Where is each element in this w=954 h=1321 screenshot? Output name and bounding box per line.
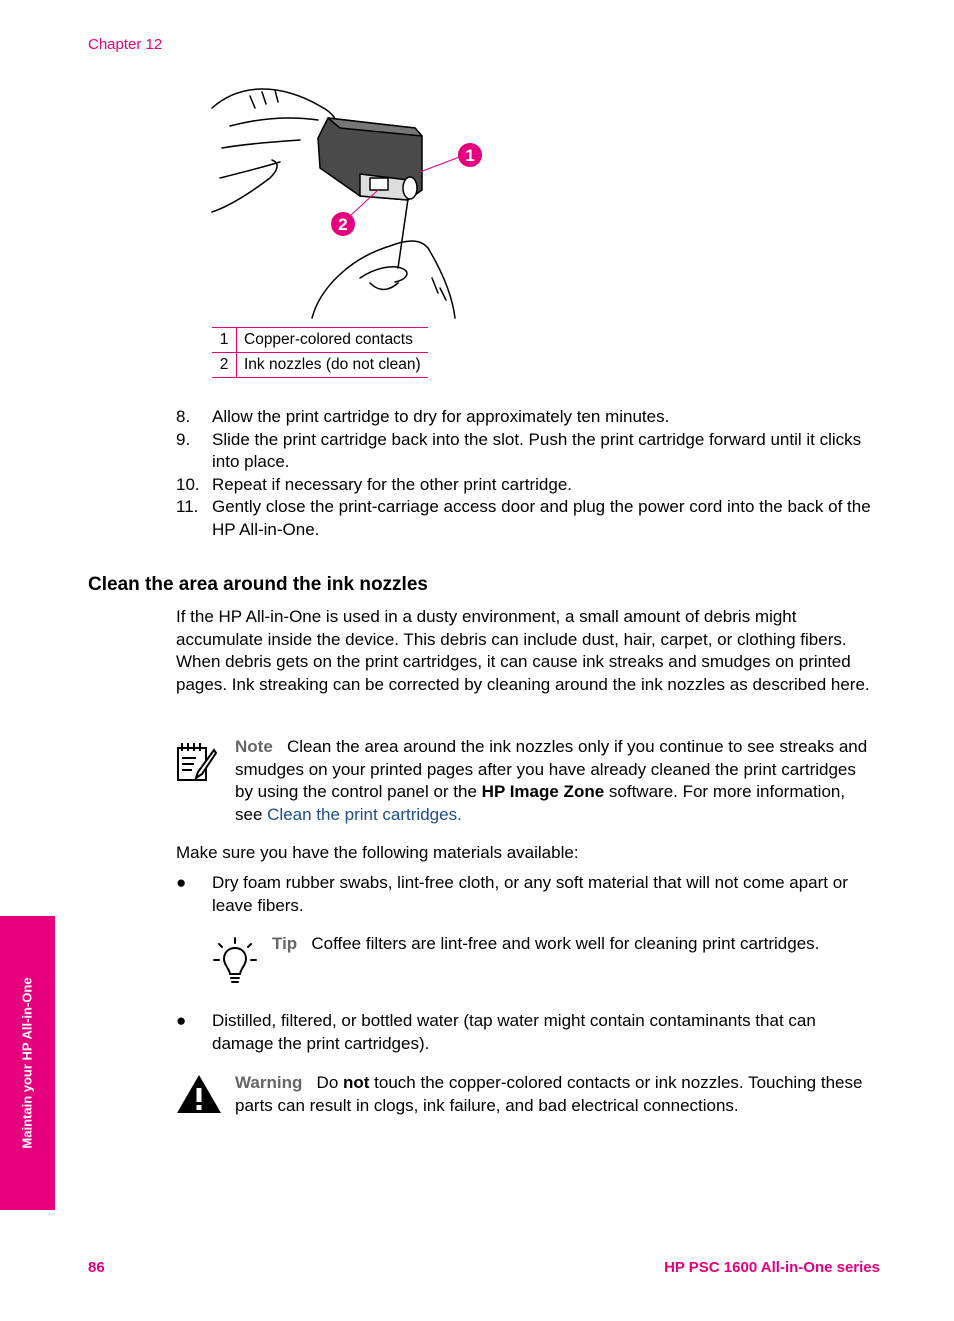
legend-row xyxy=(212,328,428,353)
bullet-item xyxy=(176,872,876,917)
warning-triangle-icon xyxy=(176,1074,222,1114)
step-item xyxy=(176,429,876,474)
numbered-steps xyxy=(176,406,876,541)
product-name: HP PSC 1600 All-in-One series xyxy=(664,1259,880,1276)
bullet-item xyxy=(176,1010,876,1055)
step-text: Gently close the print-carriage access door and plug the power cord into the back of the HP All-in-One. xyxy=(212,497,871,539)
step-item xyxy=(176,496,876,541)
legend-row xyxy=(212,353,428,378)
note-pad-icon xyxy=(176,740,218,782)
step-text: Allow the print cartridge to dry for approximately ten minutes. xyxy=(212,407,670,426)
note-text-after: software. For more information, see xyxy=(235,782,846,824)
figure-legend-table xyxy=(212,327,428,378)
tip-callout xyxy=(272,933,876,956)
warning-callout xyxy=(235,1072,875,1117)
note-bold-term: HP Image Zone xyxy=(481,782,605,801)
step-text: Repeat if necessary for the other print cartridge. xyxy=(212,474,573,494)
step-number: 9. xyxy=(176,429,191,449)
side-tab-label: Maintain your HP All-in-One xyxy=(19,977,35,1149)
bullet-glyph: ● xyxy=(176,873,187,892)
legend-number: 1 xyxy=(212,328,237,353)
step-text: Slide the print cartridge back into the slot. Push the print cartridge forward until it clicks into place. xyxy=(212,429,862,471)
bullet-text: Dry foam rubber swabs, lint-free cloth, or any soft material that will not come apart or leave fibers. xyxy=(212,873,848,915)
step-number: 11. xyxy=(176,497,199,516)
callout-2-label: 2 xyxy=(338,215,348,234)
step-number: 8. xyxy=(176,407,191,426)
materials-intro: Make sure you have the following materials available: xyxy=(176,843,579,862)
note-callout xyxy=(235,736,875,826)
callout-1-label: 1 xyxy=(465,146,475,165)
warning-bold-term: not xyxy=(343,1073,370,1092)
note-text: Clean the area around the ink nozzles only if you continue to see streaks and smudges on your printed pages after you have already cleaned the print cartridges by using the control panel or the xyxy=(235,737,868,801)
section-heading: Clean the area around the ink nozzles xyxy=(88,574,428,595)
side-tab xyxy=(0,916,55,1210)
clean-cartridges-link[interactable]: Clean the print cartridges xyxy=(267,804,458,824)
cartridge-cleaning-illustration xyxy=(200,78,500,326)
chapter-header: Chapter 12 xyxy=(88,36,163,53)
bullet-text: Distilled, filtered, or bottled water (tap water might contain contaminants that can damage the print cartridges). xyxy=(212,1011,816,1053)
tip-text: Coffee filters are lint-free and work well for cleaning print cartridges. xyxy=(311,934,820,953)
lightbulb-icon xyxy=(212,936,258,986)
warning-text: Do xyxy=(316,1073,344,1092)
note-end: . xyxy=(457,804,462,824)
intro-paragraph: If the HP All-in-One is used in a dusty environment, a small amount of debris might accumulate inside the device. This debris can include dust, hair, carpet, or clothing fibers. When debris gets on the print cartridges, it can cause ink streaks and smudges on printed pages. Ink streaking can be corrected by cleaning around the ink nozzles as described here. xyxy=(176,607,870,694)
step-number: 10. xyxy=(176,474,200,494)
warning-text-after: touch the copper-colored contacts or ink nozzles. Touching these parts can result in clogs, ink failure, and bad electrical connections. xyxy=(235,1073,863,1115)
page-number: 86 xyxy=(88,1259,105,1276)
tip-label: Tip xyxy=(272,934,298,953)
warning-label: Warning xyxy=(235,1073,303,1092)
step-item xyxy=(176,474,876,497)
step-item xyxy=(176,406,876,429)
bullet-glyph: ● xyxy=(176,1011,187,1030)
legend-number: 2 xyxy=(212,353,237,378)
legend-label: Copper-colored contacts xyxy=(237,328,428,353)
note-label: Note xyxy=(235,737,273,756)
legend-label: Ink nozzles (do not clean) xyxy=(237,353,428,378)
